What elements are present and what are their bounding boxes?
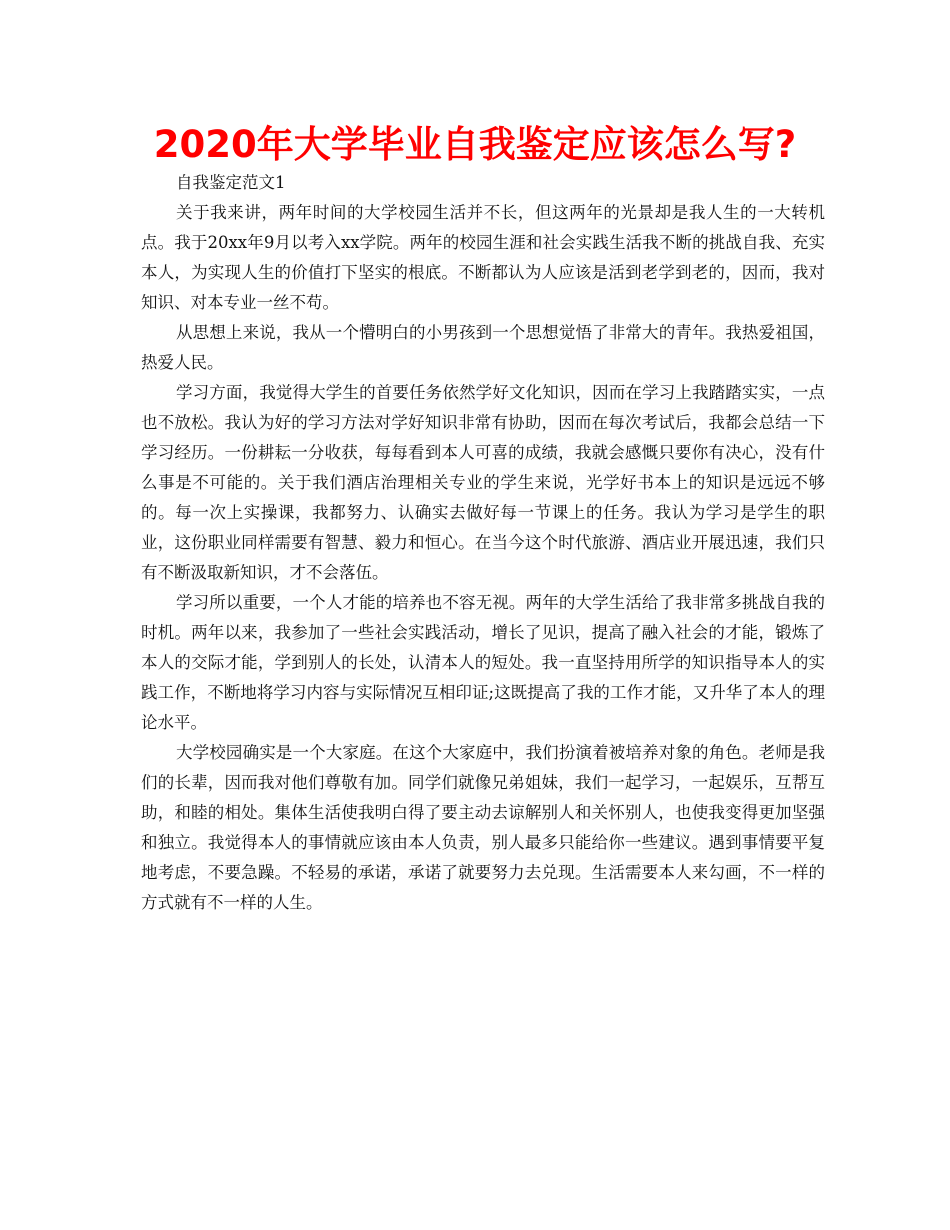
document-body [141,168,825,918]
document-title: 2020年大学毕业自我鉴定应该怎么写? [153,123,797,166]
document-subtitle: 自我鉴定范文1 [176,173,286,192]
paragraph: 关于我来讲，两年时间的大学校园生活并不长，但这两年的光景却是我人生的一大转机点。我于20xx年9月以考入xx学院。两年的校园生涯和社会实践生活我不断的挑战自我、充实本人，为实现人生的价值打下坚实的根底。不断都认为人应该是活到老学到老的，因而，我对知识、对本专业一丝不苟。 [141,203,825,312]
paragraph: 学习所以重要，一个人才能的培养也不容无视。两年的大学生活给了我非常多挑战自我的时机。两年以来，我参加了一些社会实践活动，增长了见识，提高了融入社会的才能，锻炼了本人的交际才能，学到别人的长处，认清本人的短处。我一直坚持用所学的知识指导本人的实践工作，不断地将学习内容与实际情况互相印证;这既提高了我的工作才能，又升华了本人的理论水平。 [141,593,825,732]
paragraph: 学习方面，我觉得大学生的首要任务依然学好文化知识，因而在学习上我踏踏实实，一点也不放松。我认为好的学习方法对学好知识非常有协助，因而在每次考试后，我都会总结一下学习经历。一份耕耘一分收获，每每看到本人可喜的成绩，我就会感慨只要你有决心，没有什么事是不可能的。关于我们酒店治理相关专业的学生来说，光学好书本上的知识是远远不够的。每一次上实操课，我都努力、认确实去做好每一节课上的任务。我认为学习是学生的职业，这份职业同样需要有智慧、毅力和恒心。在当今这个时代旅游、酒店业开展迅速，我们只有不断汲取新知识，才不会落伍。 [141,383,825,582]
paragraph: 从思想上来说，我从一个懵明白的小男孩到一个思想觉悟了非常大的青年。我热爱祖国，热爱人民。 [141,323,825,372]
paragraph: 大学校园确实是一个大家庭。在这个大家庭中，我们扮演着被培养对象的角色。老师是我们的长辈，因而我对他们尊敬有加。同学们就像兄弟姐妹，我们一起学习，一起娱乐，互帮互助，和睦的相处。集体生活使我明白得了要主动去谅解别人和关怀别人，也使我变得更加坚强和独立。我觉得本人的事情就应该由本人负责，别人最多只能给你一些建议。遇到事情要平复地考虑，不要急躁。不轻易的承诺，承诺了就要努力去兑现。生活需要本人来勾画，不一样的方式就有不一样的人生。 [141,743,825,912]
